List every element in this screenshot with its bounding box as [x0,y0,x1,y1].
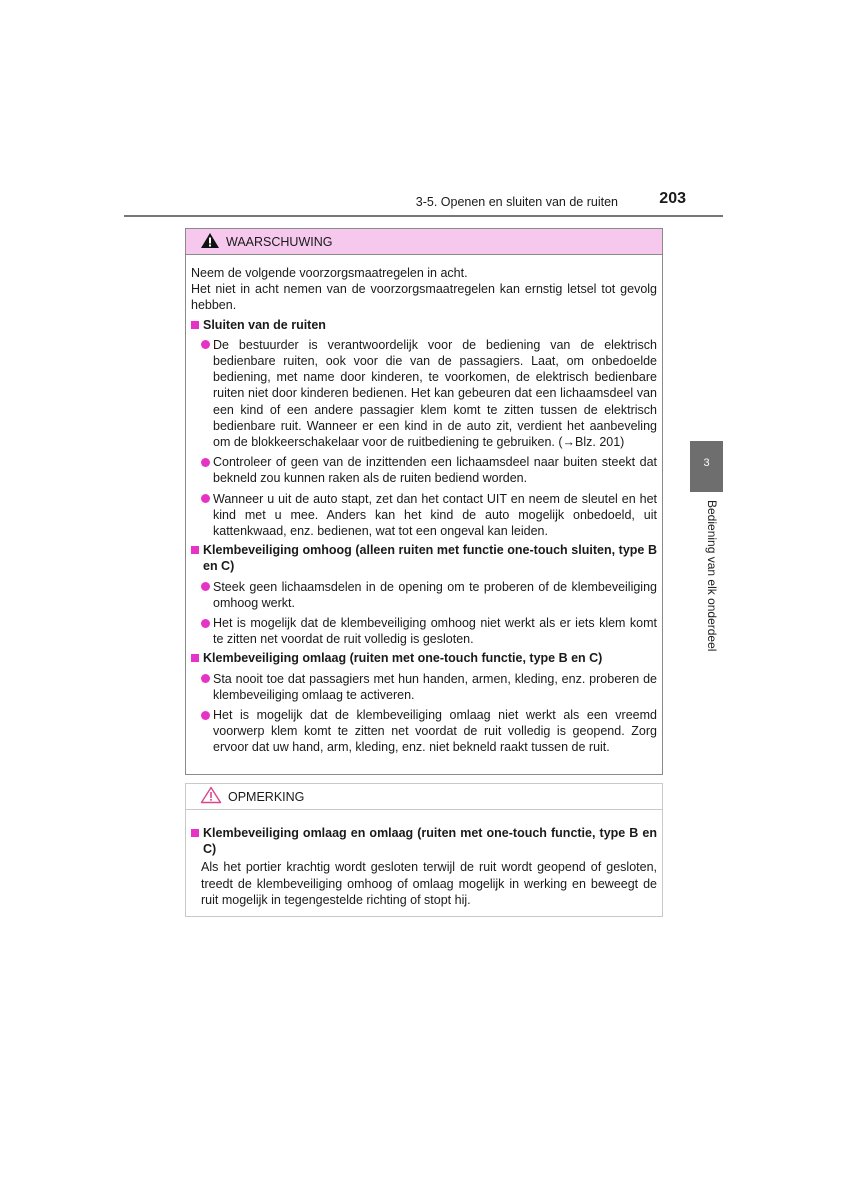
circle-bullet-icon [201,458,210,467]
warning-consequence: Het niet in acht nemen van de voorzorgsmaatregelen kan ernstig letsel tot gevolg hebben. [191,282,657,313]
header-divider [124,215,723,217]
bullet-text: Het is mogelijk dat de klembeveiliging omlaag niet werkt als een vreemd voorwerp klem komt te zitten net voordat de ruit volledig is geopend. Zorg ervoor dat uw hand, arm, kleding, enz. niet bekneld raakt tussen de ruit. [213,708,657,755]
square-bullet-icon [191,654,199,662]
section-heading [191,542,657,574]
bullet-item [191,671,657,703]
bullet-item [191,454,657,486]
notice-box [185,783,663,917]
warning-title: WAARSCHUWING [226,234,333,249]
circle-bullet-icon [201,494,210,503]
section-title: Sluiten van de ruiten [203,317,326,332]
circle-bullet-icon [201,674,210,683]
circle-bullet-icon [201,582,210,591]
square-bullet-icon [191,829,199,837]
notice-title: OPMERKING [228,789,305,804]
bullet-text: Controleer of geen van de inzittenden een lichaamsdeel naar buiten steekt dat bekneld zou kunnen raken als de ruiten bediend worden. [213,455,657,486]
warning-triangle-icon [200,232,226,252]
section-heading [191,317,657,333]
warning-header [186,229,662,255]
circle-bullet-icon [201,619,210,628]
page-number: 203 [659,190,686,207]
square-bullet-icon [191,546,199,554]
bullet-item [191,707,657,756]
notice-header [186,784,662,810]
warning-box [185,228,663,775]
bullet-item [191,615,657,647]
caution-triangle-icon [200,786,228,807]
section-heading [191,825,657,857]
chapter-title-vertical: Bediening van elk onderdeel [705,500,719,652]
section-heading [191,650,657,666]
chapter-tab: 3 [690,441,723,492]
bullet-text: De bestuurder is verantwoordelijk voor de bediening van de elektrisch bedienbare ruiten, ook voor die van de passagiers. Laat, om onbedoelde bediening, met name door kinderen, te voorkomen, de elektrisch bedienbare ruiten niet door kinderen bedienen. Het kan gebeuren dat een lichaamsdeel van een kind of een andere passagier klem komt te zitten tussen de elektrisch bedienbare ruit. Wanneer er een kind in de auto zit, verdient het aanbeveling om de blokkeerschakelaar voor de ruitbediening te gebruiken. (→Blz. 201) [213,337,657,450]
section-title: Klembeveiliging omlaag en omlaag (ruiten met one-touch functie, type B en C) [203,826,657,857]
bullet-text: Wanneer u uit de auto stapt, zet dan het contact UIT en neem de sleutel en het kind met u mee. Anders kan het kind de auto mogelijk onbedoeld, uit kattenkwaad, enz. bedienen, wat tot een ongeval kan leiden. [213,491,657,539]
section-title: Klembeveiliging omhoog (alleen ruiten met functie one-touch sluiten, type B en C) [203,543,657,574]
square-bullet-icon [191,321,199,329]
bullet-item [191,579,657,611]
running-header-title: 3-5. Openen en sluiten van de ruiten [415,195,618,209]
notice-text: Als het portier krachtig wordt gesloten terwijl de ruit wordt geopend of gesloten, treedt de klembeveiliging omhoog of omlaag mogelijk in werking en beweegt de ruit mogelijk in tegengestelde richting of stopt hij. [201,860,657,907]
bullet-item [191,491,657,540]
bullet-text: Steek geen lichaamsdelen in de opening om te proberen of de klembeveiliging omhoog werkt. [213,579,657,610]
bullet-text: Sta nooit toe dat passagiers met hun handen, armen, kleding, enz. proberen de klembeveiliging omlaag te activeren. [213,671,657,702]
bullet-item [191,337,657,450]
warning-intro: Neem de volgende voorzorgsmaatregelen in acht. [191,266,468,280]
section-title: Klembeveiliging omlaag (ruiten met one-touch functie, type B en C) [203,651,603,666]
circle-bullet-icon [201,711,210,720]
bullet-text: Het is mogelijk dat de klembeveiliging omhoog niet werkt als er iets klem komt te zitten net voordat de ruit volledig is gesloten. [213,616,657,647]
circle-bullet-icon [201,340,210,349]
